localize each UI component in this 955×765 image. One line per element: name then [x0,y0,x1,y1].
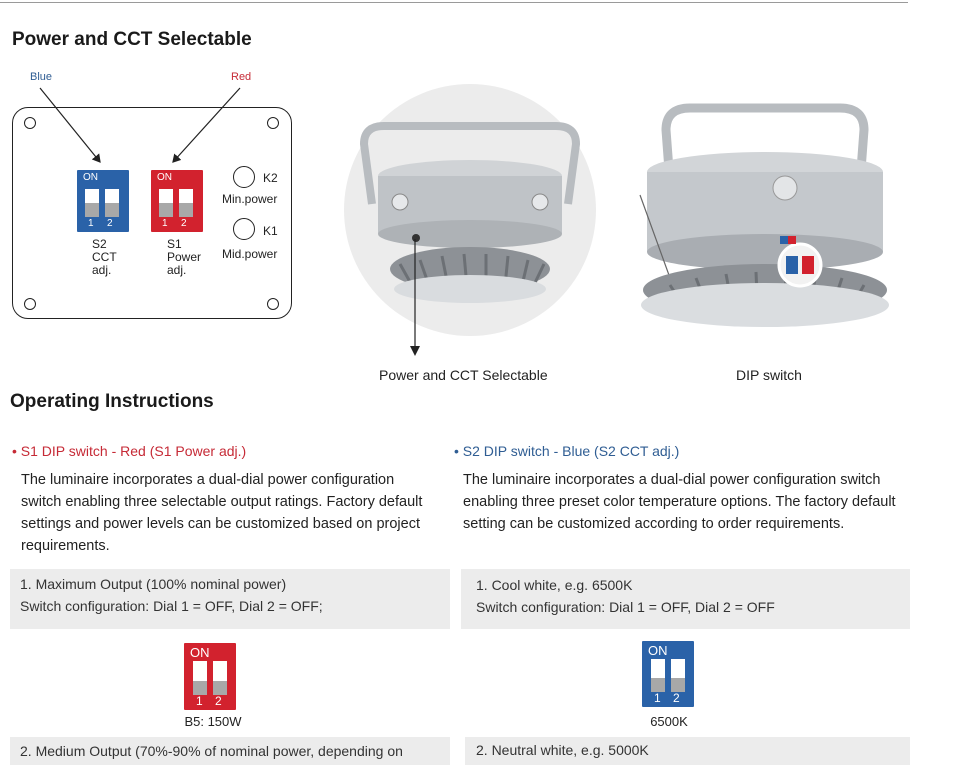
mounting-hole-icon [267,117,279,129]
s2-option-2-text: 2. Neutral white, e.g. 5000K [476,742,649,758]
k1-label: K1 [263,224,278,238]
photo-caption-right: DIP switch [736,367,802,383]
blue-label: Blue [30,71,53,83]
mounting-hole-icon [24,298,36,310]
s1-heading: • S1 DIP switch - Red (S1 Power adj.) [12,443,247,459]
k2-label: K2 [263,171,278,185]
s1-option-1-text: 1. Maximum Output (100% nominal power) Switch configuration: Dial 1 = OFF, Dial 2 = OFF; [20,576,323,614]
k2-description: Min.power [222,192,278,206]
s2-heading: • S2 DIP switch - Blue (S2 CCT adj.) [454,443,680,459]
s1-label: S1 Power adj. [167,237,202,277]
mounting-hole-icon [267,298,279,310]
page-title: Power and CCT Selectable [12,29,252,50]
dip-switch-photo-icon [630,100,900,335]
s2-label: S2 CCT adj. [92,237,117,277]
s1-switch-caption: B5: 150W [184,714,242,729]
s2-dip-switch-icon: ON 1 2 [77,170,129,232]
section-title: Operating Instructions [10,391,214,412]
s2-switch-caption: 6500K [650,714,688,729]
red-label: Red [231,71,252,83]
k1-button-icon [233,218,255,240]
luminaire-photo-icon [344,84,596,359]
s2-description: The luminaire incorporates a dual-dial power configuration switch enabling three preset color temperature options. The factory default setting can be customized according to order requirements. [463,472,896,532]
s1-description: The luminaire incorporates a dual-dial power configuration switch enabling three selectable output ratings. Factory default settings and power levels can be customized based on project requirements. [21,472,423,554]
s1-option-2-text: 2. Medium Output (70%-90% of nominal power, depending on [20,743,403,759]
s1-dip-switch-icon: ON 1 2 [151,170,203,232]
k2-button-icon [233,166,255,188]
s1-switch-setting-icon: ON 1 2 [184,643,236,710]
mounting-hole-icon [24,117,36,129]
k1-description: Mid.power [222,247,278,261]
s2-switch-setting-icon: ON 1 2 [642,641,694,707]
s2-option-1-text: 1. Cool white, e.g. 6500K Switch configuration: Dial 1 = OFF, Dial 2 = OFF [476,577,775,615]
photo-caption-left: Power and CCT Selectable [379,367,548,383]
